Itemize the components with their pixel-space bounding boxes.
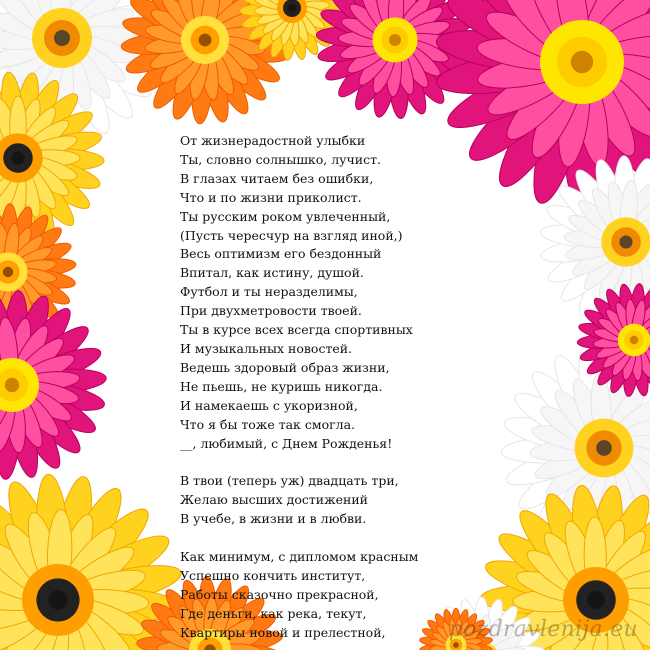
poem-line: В глазах читаем без ошибки,: [180, 170, 374, 186]
poem-line: Ты русским роком увлеченный,: [180, 208, 391, 224]
poem-line: Квартиры новой и прелестной,: [180, 624, 386, 640]
gerbera-magenta-icon: [316, 0, 474, 119]
poem-line: Футбол и ты неразделимы,: [180, 284, 358, 300]
poem-line: От жизнерадостной улыбки: [180, 133, 366, 148]
poem-line: (Пусть чересчур на взгляд иной,): [180, 227, 403, 243]
poem-line: Ведешь здоровый образ жизни,: [180, 359, 390, 375]
flower-center-dot: [389, 34, 401, 46]
poem-line: И намекаешь с укоризной,: [180, 397, 358, 413]
flower-center-dot: [596, 440, 612, 456]
flower-center-dot: [571, 51, 593, 73]
poem-line: Успешно кончить институт,: [180, 567, 366, 583]
site-watermark: pozdravlenija.eu: [448, 617, 638, 642]
flower-center-dot: [48, 590, 67, 609]
poem-line: Где деньги, как река, текут,: [180, 605, 367, 621]
poem-line: Весь оптимизм его бездонный: [180, 246, 382, 262]
flower-center-dot: [630, 336, 639, 345]
poem-stanza: [180, 548, 480, 643]
poem-line: Ты, словно солнышко, лучист.: [180, 151, 382, 167]
flower-center-dot: [288, 4, 296, 12]
poem-line: Впитал, как истину, душой.: [180, 265, 364, 281]
poem-line: В учебе, в жизни и в любви.: [180, 511, 367, 527]
flower-center-dot: [587, 591, 605, 609]
poem-line: Работы сказочно прекрасной,: [180, 586, 379, 602]
poem-line: В твои (теперь уж) двадцать три,: [180, 473, 399, 489]
flower-center-dot: [619, 235, 632, 248]
poem-text: [180, 132, 480, 650]
poem-line: Что и по жизни приколист.: [180, 189, 362, 205]
gerbera-magenta-icon: [0, 290, 107, 480]
flower-center-dot: [54, 30, 70, 46]
flower-center-dot: [11, 151, 24, 164]
poem-line: Желаю высших достижений: [180, 492, 369, 508]
poem-line: Ты в курсе всех всегда спортивных: [180, 322, 413, 338]
poem-stanza: [180, 132, 480, 453]
poem-line: При двухметровости твоей.: [180, 303, 362, 319]
poem-line: Что я бы тоже так смогла.: [180, 416, 356, 432]
poem-line: Не пьешь, не куришь никогда.: [180, 378, 383, 394]
flower-center-dot: [5, 378, 19, 392]
flower-center-dot: [199, 34, 212, 47]
poem-line: __, любимый, с Днем Рожденья!: [180, 435, 393, 451]
flower-center-dot: [3, 267, 13, 277]
poem-stanza: [180, 472, 480, 529]
poem-line: И музыкальных новостей.: [180, 340, 353, 356]
poem-line: Как минимум, с дипломом красным: [180, 548, 419, 564]
